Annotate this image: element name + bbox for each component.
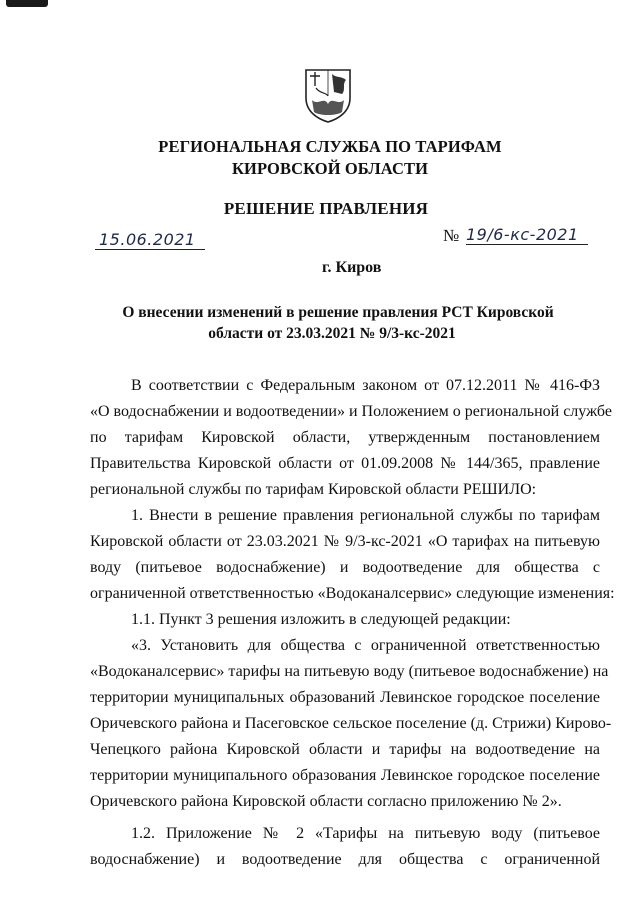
body-line: региональной службы по тарифам Кировской области РЕШИЛО: — [90, 481, 537, 498]
body-line: Чепецкого района Кировской области и тарифы на водоотведение на — [90, 741, 600, 758]
body-line: территории муниципального образования Левинское городское поселение — [90, 767, 600, 784]
city-name: г. Киров — [322, 259, 382, 276]
body-line: В соответствии с Федеральным законом от 07.12.2011 № 416-ФЗ — [131, 377, 600, 394]
coat-of-arms-emblem — [302, 66, 354, 124]
body-line: ограниченной ответственностью «Водоканалсервис» следующие изменения: — [90, 585, 615, 602]
handwritten-date: 15.06.2021 — [95, 230, 205, 250]
body-line: Правительства Кировской области от 01.09.2008 № 144/365, правление — [90, 455, 600, 472]
body-line: «О водоснабжении и водоотведении» и Положением о региональной службе — [90, 403, 612, 420]
body-line: территории муниципальных образований Левинское городское поселение — [90, 689, 600, 706]
body-line: по тарифам Кировской области, утвержденным постановлением — [90, 429, 600, 446]
body-line: 1.1. Пункт 3 решения изложить в следующей редакции: — [131, 611, 511, 628]
subject-line-2: области от 23.03.2021 № 9/3-кс-2021 — [208, 325, 456, 342]
subject-line-1: О внесении изменений в решение правления РСТ Кировской — [122, 304, 554, 321]
body-line: 1. Внести в решение правления региональной службы по тарифам — [131, 507, 600, 524]
body-line: воду (питьевое водоснабжение) и водоотведение для общества с — [90, 559, 600, 576]
organization-name-line-2: КИРОВСКОЙ ОБЛАСТИ — [231, 159, 429, 178]
body-line: Оричевского района и Пасеговское сельское поселение (д. Стрижи) Кирово- — [90, 715, 612, 732]
body-line: Кировской области от 23.03.2021 № 9/3-кс-2021 «О тарифах на питьевую — [90, 533, 600, 550]
organization-name-line-1: РЕГИОНАЛЬНАЯ СЛУЖБА ПО ТАРИФАМ — [158, 137, 502, 156]
body-line: «Водоканалсервис» тарифы на питьевую воду (питьевое водоснабжение) на — [90, 663, 609, 680]
body-line: Оричевского района Кировской области согласно приложению № 2». — [90, 793, 562, 810]
scan-artifact — [6, 0, 48, 7]
body-line: водоснабжение) и водоотведение для общества с ограниченной — [90, 851, 600, 868]
body-line: «3. Установить для общества с ограниченной ответственностью — [131, 637, 600, 654]
document-type-title: РЕШЕНИЕ ПРАВЛЕНИЯ — [223, 199, 429, 218]
number-label: № — [443, 226, 460, 245]
handwritten-document-number: 19/6-кс-2021 — [466, 225, 588, 245]
body-line: 1.2. Приложение № 2 «Тарифы на питьевую воду (питьевое — [131, 825, 600, 842]
